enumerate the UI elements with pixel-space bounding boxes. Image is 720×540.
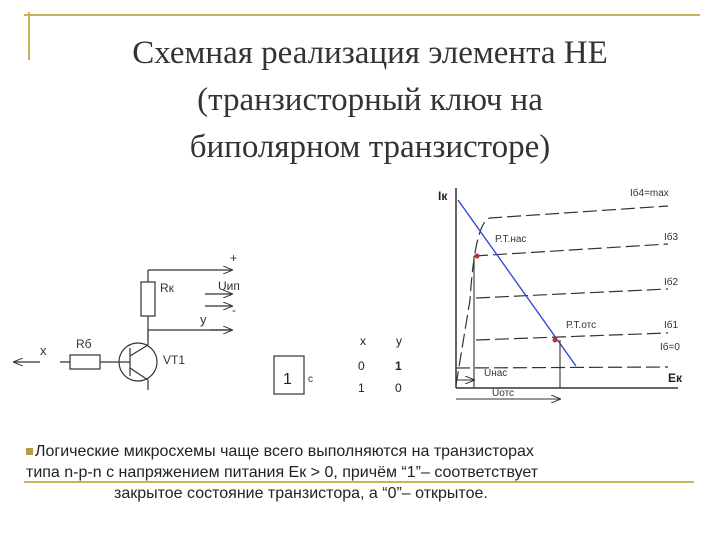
caption-line-1 xyxy=(26,441,696,462)
curve-ib4 xyxy=(456,206,668,385)
transistor-emitter xyxy=(130,368,148,380)
caption-text-1: Логические микросхемы чаще всего выполняются на транзисторах xyxy=(35,443,534,460)
rb-label: Rб xyxy=(76,337,92,351)
curve-label-ib2: Iб2 xyxy=(664,277,679,288)
point-cut-label: Р.Т.отс xyxy=(566,320,597,331)
truth-table xyxy=(358,334,402,395)
curve-label-ib0: Iб=0 xyxy=(660,342,680,353)
output-y-label: y xyxy=(200,312,207,327)
uip-label: Uип xyxy=(218,279,240,293)
truth-row1-y: 1 xyxy=(395,359,402,373)
caption-line-2: типа n-p-n с напряжением питания Ек > 0, причём “1”– соответствует xyxy=(26,464,539,481)
transistor-collector xyxy=(130,345,148,356)
curve-label-ib4: Iб4=max xyxy=(630,188,669,199)
caption xyxy=(26,441,696,504)
point-cut xyxy=(553,338,558,343)
transistor-circuit xyxy=(14,270,232,390)
rb-resistor xyxy=(70,355,100,369)
curve-ib2 xyxy=(476,289,668,298)
bullet-icon xyxy=(26,448,33,455)
y-axis-label: Iк xyxy=(438,189,448,203)
u-cut-label: Uотс xyxy=(492,388,515,399)
point-sat-label: Р.Т.нас xyxy=(495,234,527,245)
rk-label: Rк xyxy=(160,281,174,295)
title-line-3: биполярном транзисторе) xyxy=(189,129,551,165)
point-sat xyxy=(475,254,480,259)
not-gate-symbol: 1 xyxy=(283,371,292,388)
minus-label: - xyxy=(232,303,236,317)
not-gate xyxy=(274,356,313,394)
output-characteristic-graph xyxy=(438,187,683,399)
vt1-label: VT1 xyxy=(163,353,186,367)
caption-line-3: закрытое состояние транзистора, а “0”– открытое. xyxy=(114,485,488,502)
plus-label: + xyxy=(230,251,238,265)
curve-label-ib1: Iб1 xyxy=(664,320,679,331)
truth-row2-y: 0 xyxy=(395,381,402,395)
truth-header-y: y xyxy=(396,334,402,348)
title-line-2: (транзисторный ключ на xyxy=(197,82,543,118)
curve-label-ib3: Iб3 xyxy=(664,232,679,243)
rk-resistor xyxy=(141,282,155,316)
u-sat-label: Uнас xyxy=(484,368,508,379)
title-line-1: Схемная реализация элемента НЕ xyxy=(132,35,608,71)
input-x-label: x xyxy=(40,343,47,358)
x-axis-label: Eк xyxy=(668,371,683,385)
curve-ib1 xyxy=(476,333,668,340)
truth-row2-x: 1 xyxy=(358,381,365,395)
load-line xyxy=(458,200,576,366)
truth-row1-x: 0 xyxy=(358,359,365,373)
not-gate-subscript: с xyxy=(308,374,313,385)
truth-header-x: x xyxy=(360,334,366,348)
curve-ib3 xyxy=(474,244,668,256)
